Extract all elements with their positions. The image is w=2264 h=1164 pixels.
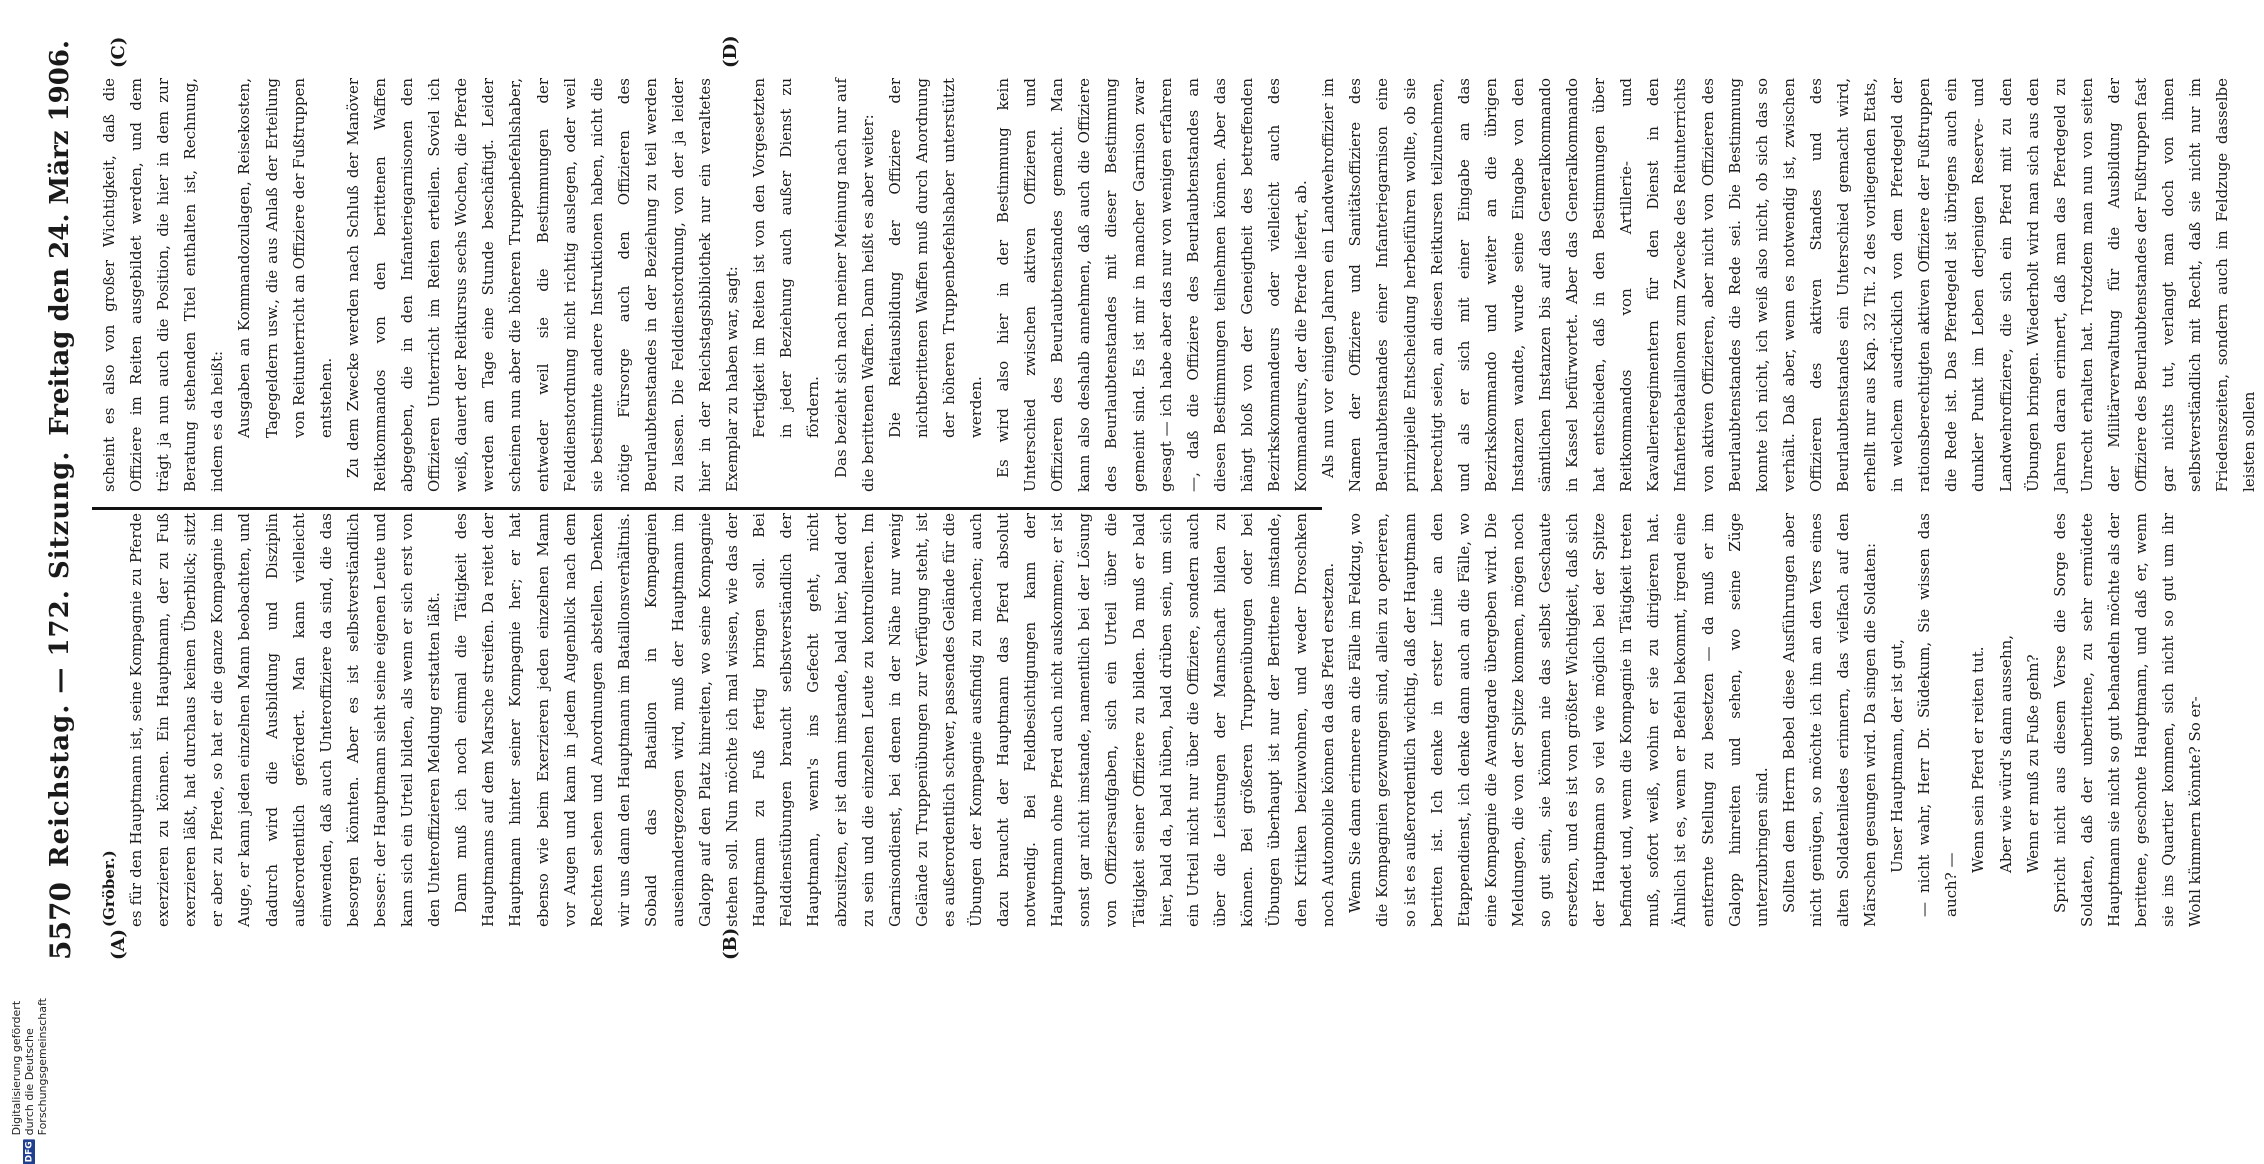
- verse-line: Aber wie würd's dann aussehn,: [1996, 635, 2015, 873]
- interjection-line: — nicht wahr, Herr Dr. Südekum, Sie wissen das auch? —: [1915, 513, 1961, 917]
- quotation: Die Reitausbildung der Offiziere der nichtberittenen Waffen muß durch Anordnung der höheren Truppenbefehlshaber unterstützt werden.: [885, 78, 985, 438]
- session-date: Freitag den 24. März 1906.: [45, 40, 75, 436]
- margin-letter-b: (B): [720, 927, 741, 960]
- digitization-credit: [10, 998, 49, 1164]
- paragraph: Zu dem Zwecke werden nach Schluß der Manöver Reitkommandos von den berittenen Waffen abgegeben, die in den Infanteriegarnisonen den Offizieren Unterricht im Reiten erteilen. Soviel ich weiß, dauert der Reitkursus sechs Wochen, die Pferde werden am Tage eine Stunde beschäftigt. Leider scheinen nun aber die höheren Truppenbefehlshaber, entweder weil sie die Bestimmungen der Felddienstordnung nicht richtig auslegen, oder weil sie bestimmte andere Instruktionen haben, nicht die nötige Fürsorge auch den Offizieren des Beurlaubtenstandes in der Beziehung zu teil werden zu lassen. Die Felddienstordnung, von der ja leider hier in der Reichstagsbibliothek nur ein veraltetes Exemplar zu haben war, sagt:: [343, 78, 742, 492]
- paragraph: Spricht nicht aus diesem Verse die Sorge des Soldaten, daß der unberittene, zu sehr ermüdete Hauptmann sie nicht so gut behandeln möchte als der berittene, geschonte Hauptmann, und daß er, wenn sie ins Quartier kommen, sich nicht so gut um ihr Wohl kümmern könnte? So er-: [2050, 513, 2205, 927]
- quotation: Ausgaben an Kommandozulagen, Reisekosten, Tagegeldern usw., die aus Anlaß der Erteilung von Reitunterricht an Offiziere der Fußtruppen entstehen.: [235, 78, 335, 438]
- paragraph: Als nun vor einigen Jahren ein Landwehroffizier im Namen der Offiziere und Sanitätsoffiziere des Beurlaubtenstandes einer Infanteriegarnison eine prinzipielle Entscheidung herbeiführen wollte, ob sie berechtigt seien, an diesen Reitkursen teilzunehmen, und als er sich mit einer Eingabe an das Bezirkskommando und weiter an die übrigen Instanzen wandte, wurde seine Eingabe von den sämtlichen Instanzen bis auf das Generalkommando in Kassel befürwortet. Aber das Generalkommando hat entschieden, daß in den Bestimmungen über Reitkommandos von Artillerie- und Kavallerieregimentern für den Dienst in den Infanteriebataillonen zum Zwecke des Reitunterrichts von aktiven Offizieren, aber nicht von Offizieren des Beurlaubtenstandes die Rede sei. Die Bestimmung konnte ich nicht, ich weiß also nicht, ob sich das so verhält. Daß aber, wenn es notwendig ist, zwischen Offizieren des aktiven Standes und des Beurlaubtenstandes ein Unterschied gemacht wird, erhellt nur aus Kap. 32 Tit. 2 des vorliegenden Etats, in welchem ausdrücklich von dem Pferdegeld der rationsberechtigten aktiven Offiziere der Fußtruppen die Rede ist. Das Pferdegeld ist übrigens auch ein dunkler Punkt im Leben derjenigen Reserve- und Landwehroffiziere, die sich ein Pferd mit zu den Übungen bringen. Wiederholt wird man sich aus den Jahren daran erinnert, daß man das Pferdegeld zu Unrecht erhalten hat. Trotzdem man nun von seiten der Militärverwaltung für die Ausbildung der Offiziere des Beurlaubtenstandes der Fußtruppen fast gar nichts tut, verlangt man doch von ihnen selbstverständlich mit Recht, daß sie nicht nur im Friedenszeiten, sondern auch im Feldzuge dasselbe leisten sollen: [1319, 78, 2259, 492]
- page-header: [40, 40, 80, 960]
- quotation: Fertigkeit im Reiten ist von den Vorgesetzten in jeder Beziehung auch außer Dienst zu fördern.: [750, 78, 823, 438]
- verse-line: Wenn sein Pferd er reiten tut.: [1969, 646, 1988, 873]
- page-number: 5570: [43, 882, 77, 960]
- verse-line: Unser Hauptmann, der ist gut,: [1888, 639, 1907, 873]
- paragraph: Wenn Sie dann erinnere an die Fälle im Feldzug, wo die Kompagnien gezwungen sind, allein zu operieren, so ist es außerordentlich wichtig, daß der Hauptmann beritten ist. Ich denke in erster Linie an den Etappendienst, ich denke dann auch an die Fälle, wo eine Kompagnie die Avantgarde übergeben wird. Die Meldungen, die von der Spitze kommen, mögen noch so gut sein, sie können nie das selbst Geschaute ersetzen, und es ist von größter Wichtigkeit, daß sich der Hauptmann so viel wie möglich bei der Spitze befindet und, wenn die Kompagnie in Tätigkeit treten muß, sofort weiß, wohin er sie zu dirigieren hat. Ähnlich ist es, wenn er Befehl bekommt, irgend eine entfernte Stellung zu besetzen — da muß er im Galopp hinreiten und sehen, wo seine Züge unterzubringen sind.: [1346, 513, 1771, 927]
- margin-letter-d: (D): [720, 35, 741, 68]
- paragraph: Sollten dem Herrn Bebel diese Ausführungen aber nicht genügen, so möchte ich ihn an den Vers eines alten Soldatenliedes erinnern, das vielfach auf den Märschen gesungen wird. Da singen die Soldaten:: [1779, 513, 1880, 927]
- right-column: [96, 78, 2259, 492]
- credit-text: Digitalisierung gefördert durch die Deutsche Forschungsgemeinschaft: [10, 998, 49, 1136]
- verse-line: Wenn er muß zu Fuße gehn?: [2023, 654, 2042, 873]
- speaker-label: (Gröber.): [100, 850, 118, 927]
- paragraph: Das bezieht sich nach meiner Meinung nach nur auf die berittenen Waffen. Dann heißt es aber weiter:: [831, 78, 877, 492]
- left-column: [96, 513, 2205, 927]
- margin-letter-a: (A): [108, 929, 129, 960]
- paragraph: Dann muß ich noch einmal die Tätigkeit des Hauptmanns auf dem Marsche streifen. Da reitet der Hauptmann hinter seiner Kompagnie her; er hat ebenso wie beim Exerzieren jeden einzelnen Mann vor Augen und kann in jedem Augenblick nach dem Rechten sehen und Anordnungen abstellen. Denken wir uns dann den Hauptmann im Bataillonsverhältnis. Sobald das Bataillon in Kompagnien auseinandergezogen wird, muß der Hauptmann im Galopp auf den Platz hinreiten, wo seine Kompagnie stehen soll. Nun möchte ich mal wissen, wie das der Hauptmann zu Fuß fertig bringen soll. Bei Felddienstübungen braucht selbstverständlich der Hauptmann, wenn's ins Gefecht geht, nicht abzusitzen, er ist dann imstande, bald hier, bald dort zu sein und die einzelnen Leute zu kontrollieren. Im Garnisondienst, bei denen in der Nähe nur wenig Gelände zu Truppenübungen zur Verfügung steht, ist es außerordentlich schwer, passendes Gelände für die Übungen der Kompagnie ausfindig zu machen; auch dazu braucht der Hauptmann das Pferd absolut notwendig. Bei Feldbesichtigungen kann der Hauptmann ohne Pferd auch nicht auskommen; er ist sonst gar nicht imstande, namentlich bei der Lösung von Offiziersaufgaben, sich ein Urteil über die Tätigkeit seiner Offiziere zu bilden. Da muß er bald hier, bald da, bald hüben, bald drüben sein, um sich ein Urteil nicht nur über die Offiziere, sondern auch über die Leistungen der Mannschaft bilden zu können. Bei größeren Truppenübungen oder bei Übungen überhaupt ist nur der Berittene imstande, den Kritiken beizuwohnen, und weder Droschken noch Automobile können da das Pferd ersetzen.: [452, 513, 1338, 927]
- paragraph: es für den Hauptmann ist, seine Kompagnie zu Pferde exerzieren zu können. Ein Hauptmann, der zu Fuß exerzieren läßt, hat durchaus keinen Überblick; sitzt er aber zu Pferde, so hat er die ganze Kompagnie im Auge, er kann jeden einzelnen Mann beobachten, und dadurch wird die Ausbildung und Disziplin außerordentlich gefördert. Man kann vielleicht einwenden, daß auch Unteroffiziere da sind, die das besorgen könnten. Aber es ist selbstverständlich besser: der Hauptmann sieht seine eigenen Leute und kann sich ein Urteil bilden, als wenn er sich erst von den Unteroffizieren Meldung erstatten läßt.: [127, 513, 444, 927]
- dfg-logo: DFG: [24, 1141, 35, 1163]
- column-divider: [92, 507, 1322, 510]
- paragraph: Es wird also hier in der Bestimmung kein Unterschied zwischen aktiven Offizieren und Offizieren des Beurlaubtenstandes gemacht. Man kann also deshalb annehmen, daß auch die Offiziere des Beurlaubtenstandes mit dieser Bestimmung gemeint sind. Es ist mir in mancher Garnison zwar gesagt — ich habe aber das nur von wenigen erfahren —, daß die Offiziere des Beurlaubtenstandes an diesen Bestimmungen teilnehmen können. Aber das hängt bloß von der Geneigtheit des betreffenden Bezirkskommandeurs oder vielleicht auch des Kommandeurs, der die Pferde liefert, ab.: [994, 78, 1311, 492]
- paragraph: scheint es also von großer Wichtigkeit, daß die Offiziere im Reiten ausgebildet werden, und dem trägt ja nun auch die Position, die hier in dem zur Beratung stehenden Titel enthalten ist, Rechnung, indem es da heißt:: [100, 78, 227, 492]
- margin-letter-c: (C): [108, 36, 129, 68]
- running-title: Reichstag. — 172. Sitzung.: [45, 450, 75, 868]
